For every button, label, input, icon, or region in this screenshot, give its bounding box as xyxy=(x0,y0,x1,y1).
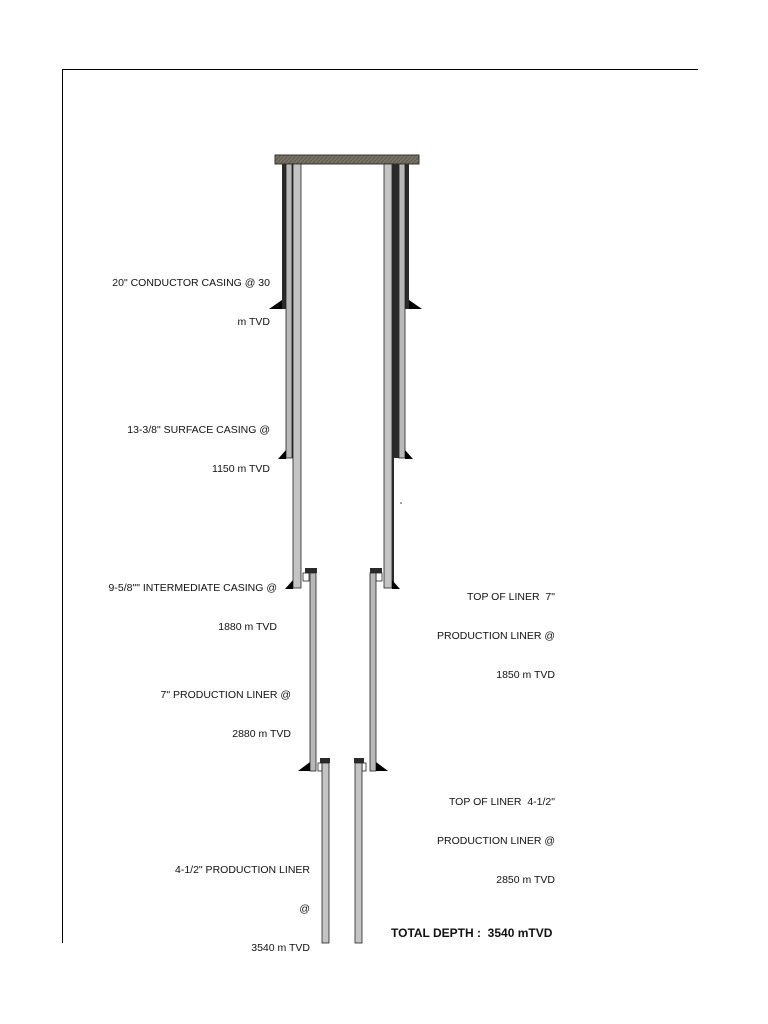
total-depth-label: TOTAL DEPTH : 3540 mTVD xyxy=(391,926,553,940)
intermediate-casing xyxy=(293,164,394,588)
label-line: PRODUCTION LINER @ xyxy=(436,630,555,642)
label-line: @ xyxy=(299,903,310,915)
label-line: 13-3/8" SURFACE CASING @ xyxy=(127,424,270,436)
intermediate-shoe xyxy=(285,580,400,589)
label-line: 7" PRODUCTION LINER @ xyxy=(160,689,291,701)
label-line: 20" CONDUCTOR CASING @ 30 xyxy=(112,277,270,289)
label-line: 1850 m TVD xyxy=(496,669,555,681)
wellhead-plate xyxy=(275,155,419,164)
label-line: 1880 m TVD xyxy=(218,621,277,633)
label-conductor-casing xyxy=(90,251,270,342)
label-line: 2850 m TVD xyxy=(496,874,555,886)
label-line: 9-5/8"" INTERMEDIATE CASING @ xyxy=(108,582,277,594)
label-line: TOP OF LINER 7" xyxy=(467,591,555,603)
label-line: PRODUCTION LINER @ xyxy=(436,835,555,847)
label-line: 4-1/2" PRODUCTION LINER xyxy=(174,864,310,876)
label-line: 1150 m TVD xyxy=(212,463,270,475)
label-top-of-liner-7 xyxy=(412,565,555,695)
label-top-of-liner-4half xyxy=(410,770,555,900)
label-intermediate-casing xyxy=(80,556,277,647)
label-line: 2880 m TVD xyxy=(232,728,291,740)
label-line: m TVD xyxy=(237,316,270,328)
label-surface-casing xyxy=(90,398,270,489)
label-line: TOP OF LINER 4-1/2" xyxy=(448,796,555,808)
label-line: 3540 m TVD xyxy=(251,942,310,954)
label-production-liner-4half xyxy=(130,838,310,968)
label-production-liner-7 xyxy=(110,663,291,754)
production-liner-4half xyxy=(318,758,366,943)
speck xyxy=(400,502,402,504)
production-liner-7 xyxy=(303,568,382,771)
